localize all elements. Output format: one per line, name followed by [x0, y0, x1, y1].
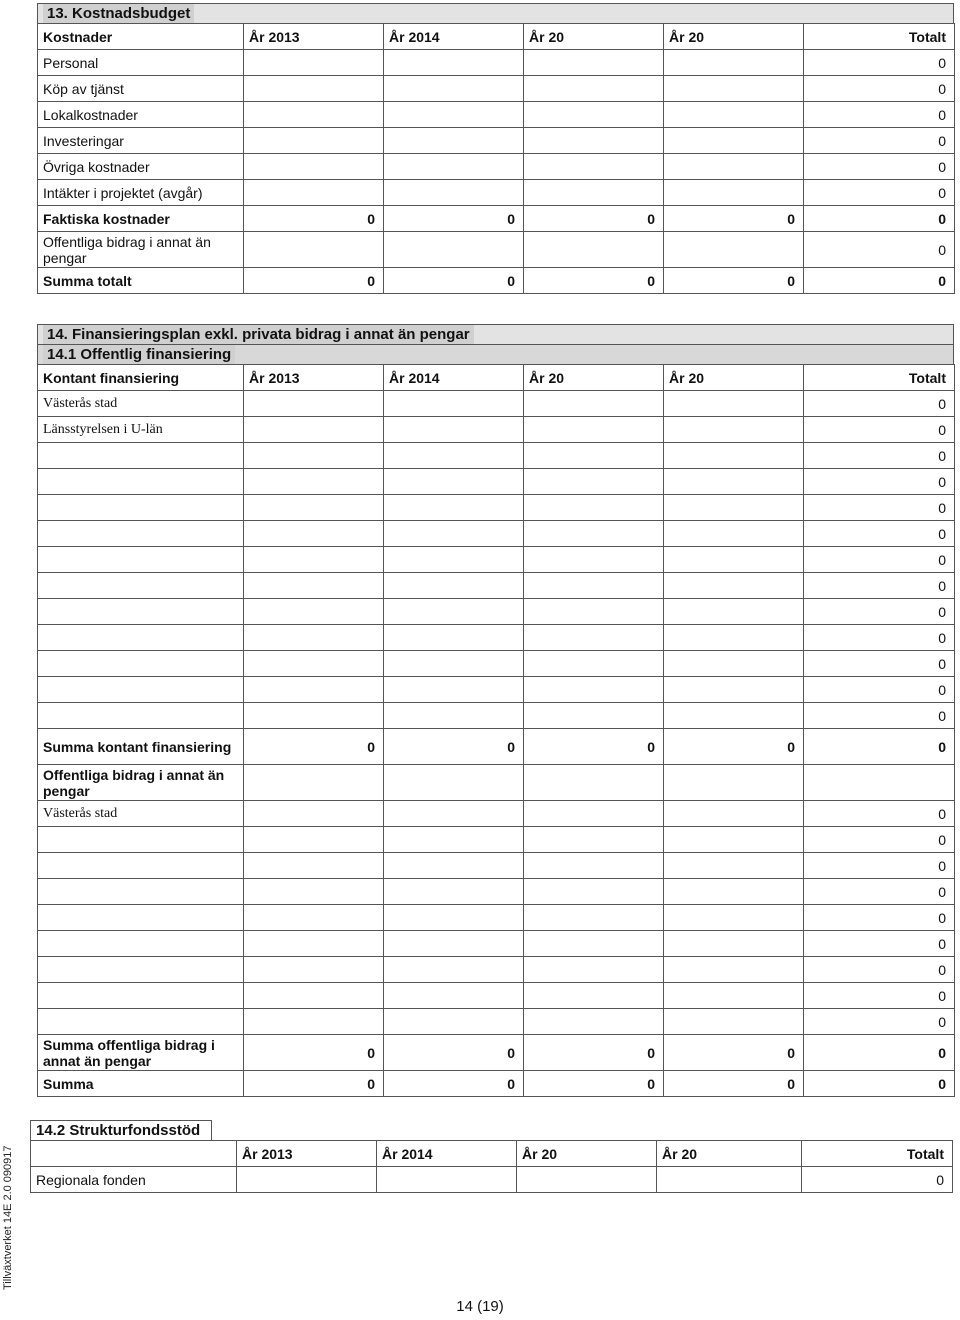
- table-row: [38, 268, 955, 294]
- cell-year-1[interactable]: [244, 50, 384, 76]
- cell-year-1[interactable]: [244, 469, 384, 495]
- row-label-blank: [38, 573, 244, 599]
- row-label-investeringar: Investeringar: [38, 128, 244, 154]
- cell-year-4[interactable]: [664, 391, 804, 417]
- cell-total[interactable]: 0: [804, 573, 955, 599]
- table-row: [38, 651, 955, 677]
- cell-year-1[interactable]: [237, 1167, 377, 1193]
- cell-year-3[interactable]: [524, 677, 664, 703]
- cell-year-4[interactable]: [664, 703, 804, 729]
- cell-total[interactable]: 0: [804, 983, 955, 1009]
- cell-year-2[interactable]: [384, 931, 524, 957]
- table-row: [38, 853, 955, 879]
- header-row: [38, 365, 955, 391]
- table-row: [38, 547, 955, 573]
- cell-year-2[interactable]: [384, 827, 524, 853]
- cell-year-3[interactable]: 0: [524, 1071, 664, 1097]
- column-header-ar-20-3: År 20: [517, 1141, 657, 1167]
- cell-year-1[interactable]: [244, 983, 384, 1009]
- cell-year-1[interactable]: 0: [244, 268, 384, 294]
- row-label-summa-kontant-finansiering: Summa kontant finansiering: [38, 729, 244, 765]
- cell-year-2[interactable]: [384, 703, 524, 729]
- cell-year-1[interactable]: 0: [244, 206, 384, 232]
- row-label-blank: [38, 703, 244, 729]
- table-row: [38, 729, 955, 765]
- cell-year-2[interactable]: [384, 521, 524, 547]
- row-label-blank: [38, 651, 244, 677]
- cell-year-4[interactable]: [664, 573, 804, 599]
- cell-year-2[interactable]: [384, 853, 524, 879]
- cell-year-3[interactable]: 0: [524, 1035, 664, 1071]
- cell-year-2[interactable]: [384, 76, 524, 102]
- cell-total[interactable]: 0: [804, 443, 955, 469]
- cell-total[interactable]: 0: [802, 1167, 953, 1193]
- cell-total[interactable]: 0: [804, 206, 955, 232]
- table-row: [38, 154, 955, 180]
- cell-year-4[interactable]: [664, 651, 804, 677]
- table-row: [38, 76, 955, 102]
- cell-year-3[interactable]: [524, 154, 664, 180]
- cell-year-2[interactable]: [384, 651, 524, 677]
- cell-year-1[interactable]: [244, 1009, 384, 1035]
- cell-year-4[interactable]: 0: [664, 206, 804, 232]
- table-row: [38, 128, 955, 154]
- cell-total[interactable]: 0: [804, 599, 955, 625]
- cell-year-3[interactable]: [524, 1009, 664, 1035]
- table-row: [38, 931, 955, 957]
- cell-year-3[interactable]: [524, 651, 664, 677]
- row-label-lokalkostnader: Lokalkostnader: [38, 102, 244, 128]
- cell-year-3[interactable]: [524, 391, 664, 417]
- table-row: [38, 625, 955, 651]
- cell-year-3[interactable]: [517, 1167, 657, 1193]
- cell-total[interactable]: 0: [804, 391, 955, 417]
- cell-year-3[interactable]: 0: [524, 729, 664, 765]
- header-row: [38, 24, 955, 50]
- table-row: [38, 765, 955, 801]
- row-label-blank: [38, 521, 244, 547]
- cell-year-1[interactable]: 0: [244, 729, 384, 765]
- section-14-title: [37, 324, 954, 344]
- cell-year-2[interactable]: [384, 801, 524, 827]
- cell-year-4[interactable]: [664, 905, 804, 931]
- cell-year-1[interactable]: [244, 521, 384, 547]
- row-label-blank: [38, 1009, 244, 1035]
- header-row: [31, 1141, 953, 1167]
- cell-year-3[interactable]: [524, 801, 664, 827]
- table-row: [38, 206, 955, 232]
- column-header-blank-0: [31, 1141, 237, 1167]
- cell-year-1[interactable]: [244, 102, 384, 128]
- cell-year-4[interactable]: [664, 154, 804, 180]
- cell-year-2[interactable]: 0: [384, 1071, 524, 1097]
- cell-year-2[interactable]: 0: [384, 1035, 524, 1071]
- cell-year-3[interactable]: [524, 469, 664, 495]
- section-13-title: [37, 3, 954, 23]
- cell-year-4[interactable]: [664, 180, 804, 206]
- section-13-title-text: 13. Kostnadsbudget: [43, 4, 194, 23]
- cell-total[interactable]: 0: [804, 180, 955, 206]
- column-header-ar-2014-2: År 2014: [384, 365, 524, 391]
- column-header-ar-2013-1: År 2013: [237, 1141, 377, 1167]
- cell-year-4[interactable]: [664, 1009, 804, 1035]
- row-label-blank: [38, 931, 244, 957]
- row-label-blank: [38, 625, 244, 651]
- table-row: [38, 905, 955, 931]
- row-label-blank: [38, 677, 244, 703]
- cell-year-3[interactable]: [524, 703, 664, 729]
- cell-year-3[interactable]: [524, 957, 664, 983]
- row-label-kop-av-tjanst: Köp av tjänst: [38, 76, 244, 102]
- cell-year-3[interactable]: [524, 573, 664, 599]
- cell-year-1[interactable]: [244, 599, 384, 625]
- section-14-1-subtitle-text: 14.1 Offentlig finansiering: [43, 345, 235, 364]
- section-14-1-subtitle: [37, 344, 954, 364]
- row-label-blank: [38, 983, 244, 1009]
- cell-year-3[interactable]: [524, 417, 664, 443]
- row-label-blank: [38, 547, 244, 573]
- cell-total[interactable]: 0: [804, 1009, 955, 1035]
- cell-year-4[interactable]: [664, 128, 804, 154]
- table-row: [38, 827, 955, 853]
- cell-year-1[interactable]: [244, 905, 384, 931]
- cell-year-3[interactable]: [524, 905, 664, 931]
- cell-total[interactable]: 0: [804, 76, 955, 102]
- cell-year-2[interactable]: [384, 879, 524, 905]
- row-label-blank: [38, 879, 244, 905]
- cell-year-1[interactable]: [244, 443, 384, 469]
- cell-year-3[interactable]: [524, 128, 664, 154]
- cell-total[interactable]: 0: [804, 801, 955, 827]
- column-header-totalt-5: Totalt: [804, 24, 955, 50]
- cell-year-4[interactable]: [664, 521, 804, 547]
- cell-year-3[interactable]: [524, 879, 664, 905]
- cell-year-1[interactable]: [244, 651, 384, 677]
- page-number: 14 (19): [456, 1298, 504, 1315]
- cell-year-4[interactable]: [664, 102, 804, 128]
- row-label-lansstyrelsen-i-u-lan: Länsstyrelsen i U-län: [38, 417, 244, 443]
- cell-year-4[interactable]: [664, 495, 804, 521]
- cell-year-2[interactable]: [384, 495, 524, 521]
- cell-year-3[interactable]: [524, 50, 664, 76]
- cell-year-2[interactable]: [384, 180, 524, 206]
- cell-total[interactable]: 0: [804, 1035, 955, 1071]
- cell-year-4[interactable]: [664, 931, 804, 957]
- table-row: [38, 521, 955, 547]
- cell-year-4[interactable]: [657, 1167, 802, 1193]
- cell-year-2[interactable]: [384, 232, 524, 268]
- cell-total[interactable]: 0: [804, 154, 955, 180]
- cell-total[interactable]: 0: [804, 232, 955, 268]
- section-14-2-structural-funds: [30, 1120, 952, 1193]
- cell-year-4[interactable]: 0: [664, 729, 804, 765]
- cell-total[interactable]: 0: [804, 102, 955, 128]
- cell-total[interactable]: 0: [804, 879, 955, 905]
- row-label-blank: [38, 853, 244, 879]
- column-header-ar-20-3: År 20: [524, 24, 664, 50]
- row-label-blank: [38, 905, 244, 931]
- cell-total[interactable]: 0: [804, 729, 955, 765]
- cell-year-4[interactable]: [664, 599, 804, 625]
- section-14-title-text: 14. Finansieringsplan exkl. privata bidrag i annat än pengar: [43, 325, 474, 344]
- table-row: [38, 443, 955, 469]
- row-label-summa-offentliga-bidrag-i-annat-an-pengar: Summa offentliga bidrag i annat än pengar: [38, 1035, 244, 1071]
- cell-year-2[interactable]: [384, 573, 524, 599]
- cell-year-1[interactable]: [244, 232, 384, 268]
- cell-year-3[interactable]: [524, 599, 664, 625]
- cell-year-4[interactable]: 0: [664, 1071, 804, 1097]
- table-row: [38, 1009, 955, 1035]
- cell-year-4[interactable]: [664, 443, 804, 469]
- cell-year-2[interactable]: [384, 1009, 524, 1035]
- public-financing-table: [37, 364, 955, 1097]
- cell-year-1[interactable]: [244, 677, 384, 703]
- table-row: [38, 801, 955, 827]
- column-header-ar-2013-1: År 2013: [244, 24, 384, 50]
- section-14-2-title: [30, 1120, 212, 1140]
- cell-year-3[interactable]: [524, 521, 664, 547]
- table-row: [38, 957, 955, 983]
- cost-budget-table: [37, 23, 955, 294]
- cell-year-3[interactable]: 0: [524, 268, 664, 294]
- cell-year-1[interactable]: [244, 76, 384, 102]
- table-row: [38, 879, 955, 905]
- cell-year-1[interactable]: [244, 547, 384, 573]
- cell-year-2[interactable]: [384, 391, 524, 417]
- table-row: [38, 417, 955, 443]
- cell-total[interactable]: 0: [804, 521, 955, 547]
- table-row: [38, 102, 955, 128]
- table-row: [38, 391, 955, 417]
- column-header-ar-2014-2: År 2014: [377, 1141, 517, 1167]
- cell-year-3[interactable]: [524, 853, 664, 879]
- row-label-blank: [38, 957, 244, 983]
- table-row: [38, 1035, 955, 1071]
- cell-year-3[interactable]: [524, 625, 664, 651]
- table-row: [31, 1167, 953, 1193]
- cell-year-1[interactable]: 0: [244, 1035, 384, 1071]
- cell-year-2[interactable]: [384, 599, 524, 625]
- cell-year-2[interactable]: [384, 128, 524, 154]
- cell-year-3[interactable]: [524, 443, 664, 469]
- cell-year-4[interactable]: [664, 827, 804, 853]
- cell-year-2[interactable]: [384, 417, 524, 443]
- cell-year-2[interactable]: [384, 154, 524, 180]
- cell-year-2[interactable]: [384, 443, 524, 469]
- cell-year-2[interactable]: [384, 677, 524, 703]
- cell-year-1[interactable]: [244, 879, 384, 905]
- table-row: [38, 703, 955, 729]
- table-row: [38, 1071, 955, 1097]
- cell-year-3[interactable]: [524, 931, 664, 957]
- cell-year-2[interactable]: [384, 102, 524, 128]
- column-header-kostnader-0: Kostnader: [38, 24, 244, 50]
- cell-year-1[interactable]: [244, 573, 384, 599]
- cell-year-1[interactable]: [244, 827, 384, 853]
- row-label-blank: [38, 443, 244, 469]
- cell-total[interactable]: 0: [804, 268, 955, 294]
- table-row: [38, 495, 955, 521]
- column-header-ar-20-4: År 20: [664, 24, 804, 50]
- cell-total[interactable]: 0: [804, 905, 955, 931]
- column-header-totalt-5: Totalt: [802, 1141, 953, 1167]
- section-14-2-title-text: 14.2 Strukturfondsstöd: [36, 1122, 201, 1139]
- table-row: [38, 677, 955, 703]
- cell-year-4[interactable]: [664, 417, 804, 443]
- cell-total[interactable]: 0: [804, 50, 955, 76]
- cell-total[interactable]: 0: [804, 957, 955, 983]
- cell-year-2[interactable]: [384, 625, 524, 651]
- cell-year-2[interactable]: [384, 50, 524, 76]
- cell-year-2[interactable]: 0: [384, 729, 524, 765]
- table-row: [38, 599, 955, 625]
- row-label-blank: [38, 495, 244, 521]
- cell-total[interactable]: 0: [804, 827, 955, 853]
- cell-year-3[interactable]: [524, 983, 664, 1009]
- cell-year-4[interactable]: [664, 625, 804, 651]
- cell-total[interactable]: 0: [804, 417, 955, 443]
- cell-year-4[interactable]: [664, 547, 804, 573]
- cell-year-3[interactable]: [524, 102, 664, 128]
- table-row: [38, 469, 955, 495]
- cell-total[interactable]: 0: [804, 703, 955, 729]
- cell-year-2[interactable]: [377, 1167, 517, 1193]
- row-label-vasteras-stad: Västerås stad: [38, 391, 244, 417]
- cell-year-1[interactable]: [244, 495, 384, 521]
- cell-year-2[interactable]: 0: [384, 206, 524, 232]
- cell-year-3[interactable]: [524, 76, 664, 102]
- row-label-faktiska-kostnader: Faktiska kostnader: [38, 206, 244, 232]
- cell-year-2[interactable]: [384, 547, 524, 573]
- table-row: [38, 180, 955, 206]
- table-row: [38, 232, 955, 268]
- table-row: [38, 573, 955, 599]
- column-header-ar-20-3: År 20: [524, 365, 664, 391]
- cell-total[interactable]: 0: [804, 677, 955, 703]
- cell-total[interactable]: 0: [804, 469, 955, 495]
- cell-year-1[interactable]: 0: [244, 1071, 384, 1097]
- row-label-blank: [38, 469, 244, 495]
- column-header-ar-2013-1: År 2013: [244, 365, 384, 391]
- cell-year-3[interactable]: [524, 495, 664, 521]
- cell-year-1[interactable]: [244, 765, 384, 801]
- cell-year-1[interactable]: [244, 931, 384, 957]
- cell-year-4[interactable]: [664, 853, 804, 879]
- cell-year-4[interactable]: 0: [664, 1035, 804, 1071]
- cell-total[interactable]: 0: [804, 547, 955, 573]
- cell-year-4[interactable]: 0: [664, 268, 804, 294]
- cell-year-1[interactable]: [244, 154, 384, 180]
- cell-year-4[interactable]: [664, 76, 804, 102]
- cell-year-3[interactable]: [524, 765, 664, 801]
- form-version-side-text: Tillväxtverket 14E 2.0 090917: [2, 1145, 14, 1290]
- cell-year-2[interactable]: [384, 469, 524, 495]
- row-label-summa: Summa: [38, 1071, 244, 1097]
- cell-year-1[interactable]: [244, 128, 384, 154]
- cell-year-4[interactable]: [664, 469, 804, 495]
- cell-total[interactable]: 0: [804, 625, 955, 651]
- cell-year-2[interactable]: [384, 765, 524, 801]
- cell-total[interactable]: [804, 765, 955, 801]
- column-header-ar-20-4: År 20: [657, 1141, 802, 1167]
- row-label-blank: [38, 827, 244, 853]
- cell-year-3[interactable]: [524, 827, 664, 853]
- row-label-blank: [38, 599, 244, 625]
- cell-year-2[interactable]: 0: [384, 268, 524, 294]
- cell-year-4[interactable]: [664, 232, 804, 268]
- cell-year-1[interactable]: [244, 391, 384, 417]
- cell-year-1[interactable]: [244, 801, 384, 827]
- cell-year-4[interactable]: [664, 50, 804, 76]
- table-row: [38, 50, 955, 76]
- section-13-cost-budget: [37, 3, 954, 294]
- cell-year-2[interactable]: [384, 983, 524, 1009]
- cell-total[interactable]: 0: [804, 853, 955, 879]
- row-label-ovriga-kostnader: Övriga kostnader: [38, 154, 244, 180]
- cell-year-1[interactable]: [244, 853, 384, 879]
- row-label-offentliga-bidrag-i-annat-an-pengar: Offentliga bidrag i annat än pengar: [38, 232, 244, 268]
- cell-year-1[interactable]: [244, 417, 384, 443]
- cell-year-2[interactable]: [384, 905, 524, 931]
- cell-year-4[interactable]: [664, 765, 804, 801]
- cell-year-1[interactable]: [244, 703, 384, 729]
- cell-year-4[interactable]: [664, 957, 804, 983]
- cell-total[interactable]: 0: [804, 128, 955, 154]
- table-row: [38, 983, 955, 1009]
- cell-year-1[interactable]: [244, 625, 384, 651]
- row-label-summa-totalt: Summa totalt: [38, 268, 244, 294]
- cell-total[interactable]: 0: [804, 651, 955, 677]
- cell-year-4[interactable]: [664, 801, 804, 827]
- cell-total[interactable]: 0: [804, 931, 955, 957]
- row-label-vasteras-stad: Västerås stad: [38, 801, 244, 827]
- cell-total[interactable]: 0: [804, 495, 955, 521]
- row-label-offentliga-bidrag-i-annat-an-pengar: Offentliga bidrag i annat än pengar: [38, 765, 244, 801]
- cell-total[interactable]: 0: [804, 1071, 955, 1097]
- column-header-kontant-finansiering-0: Kontant finansiering: [38, 365, 244, 391]
- structural-funds-table: [30, 1140, 953, 1193]
- row-label-personal: Personal: [38, 50, 244, 76]
- cell-year-4[interactable]: [664, 983, 804, 1009]
- cell-year-3[interactable]: [524, 547, 664, 573]
- cell-year-1[interactable]: [244, 180, 384, 206]
- column-header-ar-2014-2: År 2014: [384, 24, 524, 50]
- cell-year-4[interactable]: [664, 677, 804, 703]
- cell-year-3[interactable]: [524, 180, 664, 206]
- row-label-regionala-fonden: Regionala fonden: [31, 1167, 237, 1193]
- cell-year-3[interactable]: 0: [524, 206, 664, 232]
- section-14-financing-plan: [37, 324, 954, 1097]
- cell-year-2[interactable]: [384, 957, 524, 983]
- row-label-intakter-i-projektet-avgar: Intäkter i projektet (avgår): [38, 180, 244, 206]
- cell-year-3[interactable]: [524, 232, 664, 268]
- column-header-totalt-5: Totalt: [804, 365, 955, 391]
- column-header-ar-20-4: År 20: [664, 365, 804, 391]
- cell-year-1[interactable]: [244, 957, 384, 983]
- cell-year-4[interactable]: [664, 879, 804, 905]
